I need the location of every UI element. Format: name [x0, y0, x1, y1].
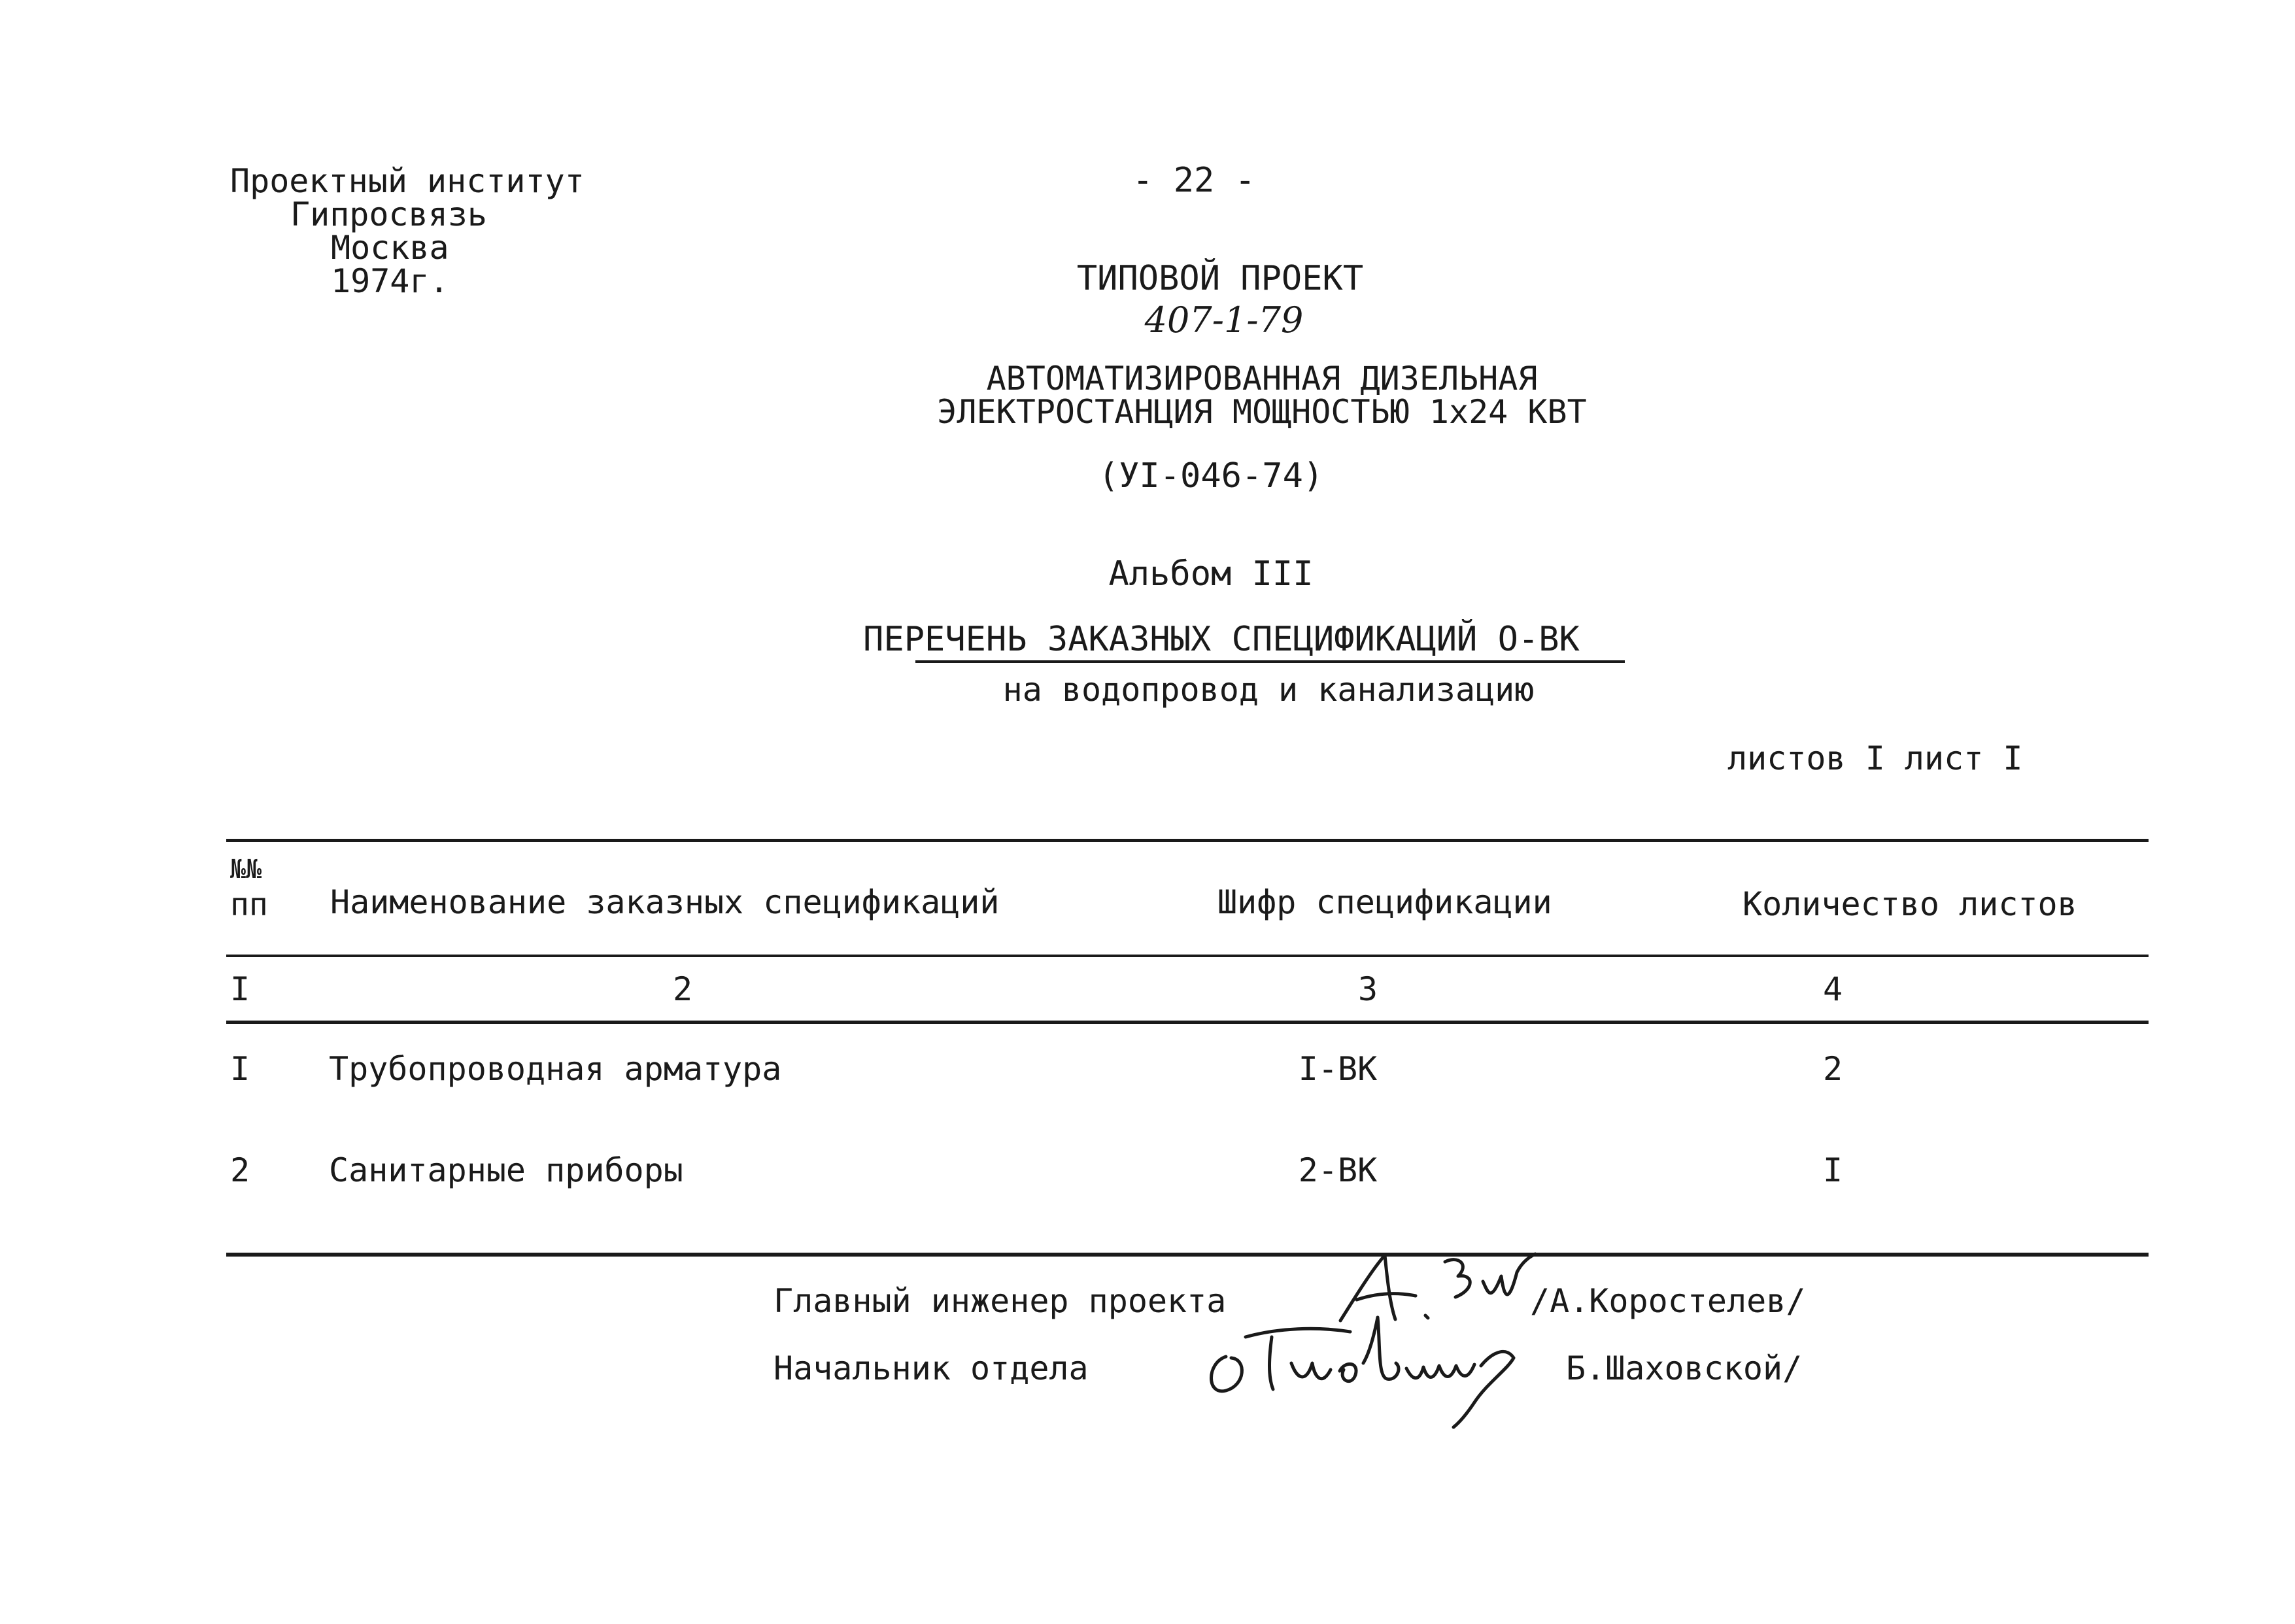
- project-number: 407-1-79: [1144, 299, 1304, 341]
- column-number-3: 3: [1357, 970, 1378, 1008]
- row-code: I-ВК: [1298, 1050, 1378, 1088]
- signature-name-department-head: Б.Шаховской/: [1566, 1349, 1803, 1387]
- column-number-rule: [226, 1021, 2149, 1024]
- document-subheading: на водопровод и канализацию: [1002, 671, 1535, 709]
- signature-role-chief-engineer: Главный инженер проекта: [774, 1282, 1227, 1320]
- column-number-4: 4: [1822, 970, 1843, 1008]
- header-name: Наименование заказных спецификаций: [330, 883, 1000, 921]
- signature-role-department-head: Начальник отдела: [774, 1349, 1089, 1387]
- institute-city: Москва: [331, 229, 449, 267]
- column-number-1: I: [230, 970, 250, 1008]
- project-title-line1: АВТОМАТИЗИРОВАННАЯ ДИЗЕЛЬНАЯ: [986, 360, 1538, 398]
- row-name: Трубопроводная арматура: [329, 1050, 782, 1088]
- institute-org: Гипросвязь: [290, 195, 488, 233]
- table-top-rule: [226, 839, 2149, 842]
- column-number-2: 2: [672, 970, 693, 1008]
- institute-name: Проектный институт: [230, 162, 585, 200]
- project-code: (УI-046-74): [1098, 456, 1324, 496]
- page-number: - 22 -: [1132, 161, 1255, 200]
- signature-name-chief-engineer: /А.Коростелев/: [1530, 1282, 1806, 1320]
- row-number: 2: [230, 1151, 250, 1189]
- signature-department-head-mark: [1200, 1298, 1566, 1429]
- header-num-line1: №№: [230, 854, 262, 885]
- table-bottom-rule: [226, 1253, 2149, 1257]
- institute-year: 1974г.: [331, 262, 449, 300]
- header-count: Количество листов: [1742, 885, 2077, 923]
- header-num-line2: пп: [230, 887, 268, 923]
- sheets-info: листов I лист I: [1727, 739, 2023, 777]
- project-title-line2: ЭЛЕКТРОСТАНЦИЯ МОЩНОСТЬЮ 1х24 КВТ: [937, 393, 1587, 431]
- header-rule: [226, 955, 2149, 957]
- row-count: 2: [1822, 1050, 1843, 1088]
- album-label: Альбом III: [1108, 554, 1314, 594]
- project-type: ТИПОВОЙ ПРОЕКТ: [1076, 259, 1364, 298]
- row-code: 2-ВК: [1298, 1151, 1378, 1189]
- document-heading: ПЕРЕЧЕНЬ ЗАКАЗНЫХ СПЕЦИФИКАЦИЙ О-ВК: [863, 620, 1580, 659]
- heading-underline: [915, 660, 1625, 663]
- header-code: Шифр спецификации: [1217, 883, 1552, 921]
- row-name: Санитарные приборы: [329, 1151, 683, 1189]
- row-count: I: [1822, 1151, 1843, 1189]
- row-number: I: [230, 1050, 250, 1088]
